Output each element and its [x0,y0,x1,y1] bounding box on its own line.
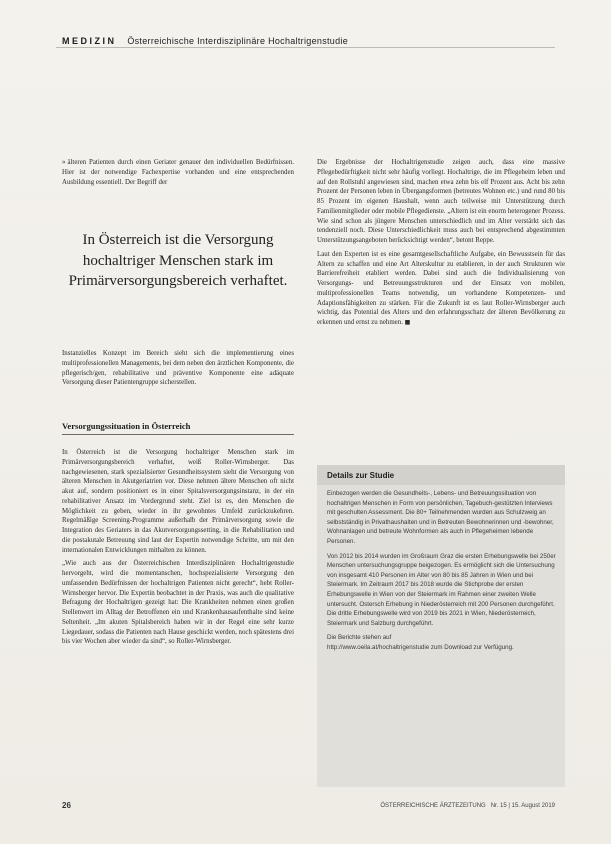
magazine-name: ÖSTERREICHISCHE ÄRZTEZEITUNG [380,803,486,809]
header-divider [56,47,555,48]
left-top-text: älteren Patienten durch einen Geriater genauer den individuellen Bedürfnissen. Hier ist der notwendige Fachexpertise vorhanden und eine entsprechenden Ausbildung essentiell. Der Begriff der [62,159,294,186]
end-mark-icon: ■ [404,319,411,326]
left-mid-text: Instanzielles Konzept im Bereich sieht sich die implementierung eines multiprofessionellen Managements, bei dem neben den ärztlichen Komponente, die pflegerisch/gen, rehabilitative und präventive Komponente eine adäquate Versorgung dieser Patientengruppe sicherstellen. [62,350,294,387]
left-mid-paragraph [62,349,294,392]
left-top-paragraph [62,158,294,191]
left-bottom-paragraph-2: „Wie auch aus der Österreichischen Interdisziplinären Hochaltrigenstudie hervorgeht, wird die momentanschen, hochspezialisierte Versorgung den umfassenden Bedürfnissen der hochaltrigen Patienten nicht gerecht“, hebt Roller-Wirnsberger hervor. Die Expertin beobachtet in der Praxis, was auch die qualitative Befragung der Hochaltrigen gezeigt hat: Die Krankheiten nehmen einen großen Stellenwert im Alltag der Betroffenen ein und Krankenhausaufenthalte sind keine Seltenheit. „Im akuten Spitalsbereich haben wir in der Regel eine sehr kurze Liegedauer, sodass die Patienten nach Hause geschickt werden, noch spätestens drei bis vier Wochen aber wieder da sind“, so Roller-Wirnsberger. [62,560,295,646]
continuation-bullet: » [62,159,66,166]
header-title: Österreichische Interdisziplinäre Hochaltrigenstudie [127,36,349,46]
study-details-title: Details zur Studie [317,465,565,485]
download-link[interactable]: http://www.oeila.at/hochaltrigenstudie zum Download zur Verfügung. [327,643,514,651]
footer-info [380,803,555,809]
section-label: MEDIZIN [62,36,117,46]
page-header [62,36,348,46]
study-details-paragraph-1: Einbezogen werden die Gesundheits-, Lebens- und Betreuungssituation von hochaltrigen Menschen in Form von persönlichen, Tagebuch-gestützten Interviews mit geschulten Assessment. Die 80+ Teilnehmenden wurden aus Schulzweig an selbstständig in Privathaushalten und in Betreuten Bewohnerinnen und -bewohner, Wohnanlagen und betreute Wohnformen als auch in Pflegeheimen lebende Personen. [327,490,554,545]
study-details-paragraph-3 [327,633,557,652]
right-paragraph-1: Die Ergebnisse der Hochaltrigenstudie zeigen auch, dass eine massive Pflegebedürftigkeit nicht sehr häufig vorliegt. Hochaltrige, die im Pflegeheim leben und auf den Rollstuhl angewiesen sind, machen etwa zehn bis elf Prozent aus. Acht bis zehn Prozent der Personen leben in Übergangsformen (betreutes Wohnen etc.) und rund 80 bis 85 Prozent im eigenen Haushalt, wenn auch teilweise mit Unterstützung durch Familienmitglieder oder mobile Pflegedienste. „Altern ist ein enorm heterogener Prozess. Wie sind schon als jüngere Menschen unterschiedlich und im Alter verstärkt sich das tendenziell noch. Diese Unterschiedlichkeit muss auch bei entsprechend abgestimmten Unterstützungsangeboten berücksichtigt werden“, betont Reppe. [317,159,565,244]
page-number: 26 [62,801,71,810]
study-details-box [317,465,565,787]
study-details-paragraph-2: Von 2012 bis 2014 wurden im Großraum Graz die ersten Erhebungswelle bei 250er Menschen untersuchungsgruppe beigezogen. Es ermöglicht sich die Untersuchung von insgesamt 410 Personen im Alter von 80 bis 85 Jahren in Wien und bei Steiermark. Im Zeitraum 2017 bis 2018 wurde die Stichprobe der ersten Erhebungswelle in Wien von der Steiermark im Rahmen einer zweiten Welle untersucht. Ostersch Erhebung in Niederösterreich mit 200 Personen durchgeführt. Die dritte Erhebungswelle wird von 2019 bis 2021 in Wien, Niederösterreich, Steiermark und Salzburg durchgeführt. [327,552,556,627]
right-paragraph-2: Laut den Experten ist es eine gesamtgesellschaftliche Aufgabe, ein Bewusstsein für das Altern zu schaffen und eine Art Alterskultur zu etablieren, in der auch Strukturen wie Barrierefreiheit etabliert werden. Dabei sind auch die Individualisierung von Versorgungs- und Betreuungsstrukturen und der Einsatz von mobilen, multiprofessionellen Teams notwendig, um vorhandene Kompetenzen- und Adaptionsfähigkeiten zu stärken. Für die Zukunft ist es laut Roller-Wirnsberger auch wichtig, das Potential des Alters und den erfahrungsschatz der älteren Bevölkerung zu erkennen und ernst zu nehmen. [317,250,565,326]
left-bottom-paragraph-1: In Österreich ist die Versorgung hochaltriger Menschen stark im Primärversorgungsbereich verhaftet, weiß Roller-Wirnsberger. Das nachgewiesenen, stark spezialisierter Gesundheitssystem sieht die Versorgung von älteren Menschen in Akutgeriatrien vor. Diese nehmen ältere Menschen oft nicht akut auf, sondern positioniert es in einer Spitalsversorgungsinstanz, in der ein rehabilitativer Ansatz im Vordergrund steht. Ziel ist es, den Menschen die Möglichkeit zu geben, wieder in ihr gewohntes Umfeld zurückzukehren. Regelmäßige Screening-Programme außerhalb der Primärversorgung sowie die Integration des Geriaters in das Akutversorgungssetting, in die Rehabilitation und die postakutale Betreuung sind laut der Expertin notwendige Schritte, um mit den internationalen Entwicklungen mithalten zu können. [62,449,294,554]
issue-info: Nr. 15 | 15. August 2019 [490,803,555,809]
left-bottom-column [62,448,294,651]
section-subheading: Versorgungssituation in Österreich [62,421,294,435]
pull-quote: In Österreich ist die Versorgung hochaltriger Menschen stark im Primärversorgungsbereich verhaftet. [68,232,288,289]
study-details-body [317,485,565,653]
right-column [317,158,565,332]
download-label: Die Berichte stehen auf [327,634,392,642]
